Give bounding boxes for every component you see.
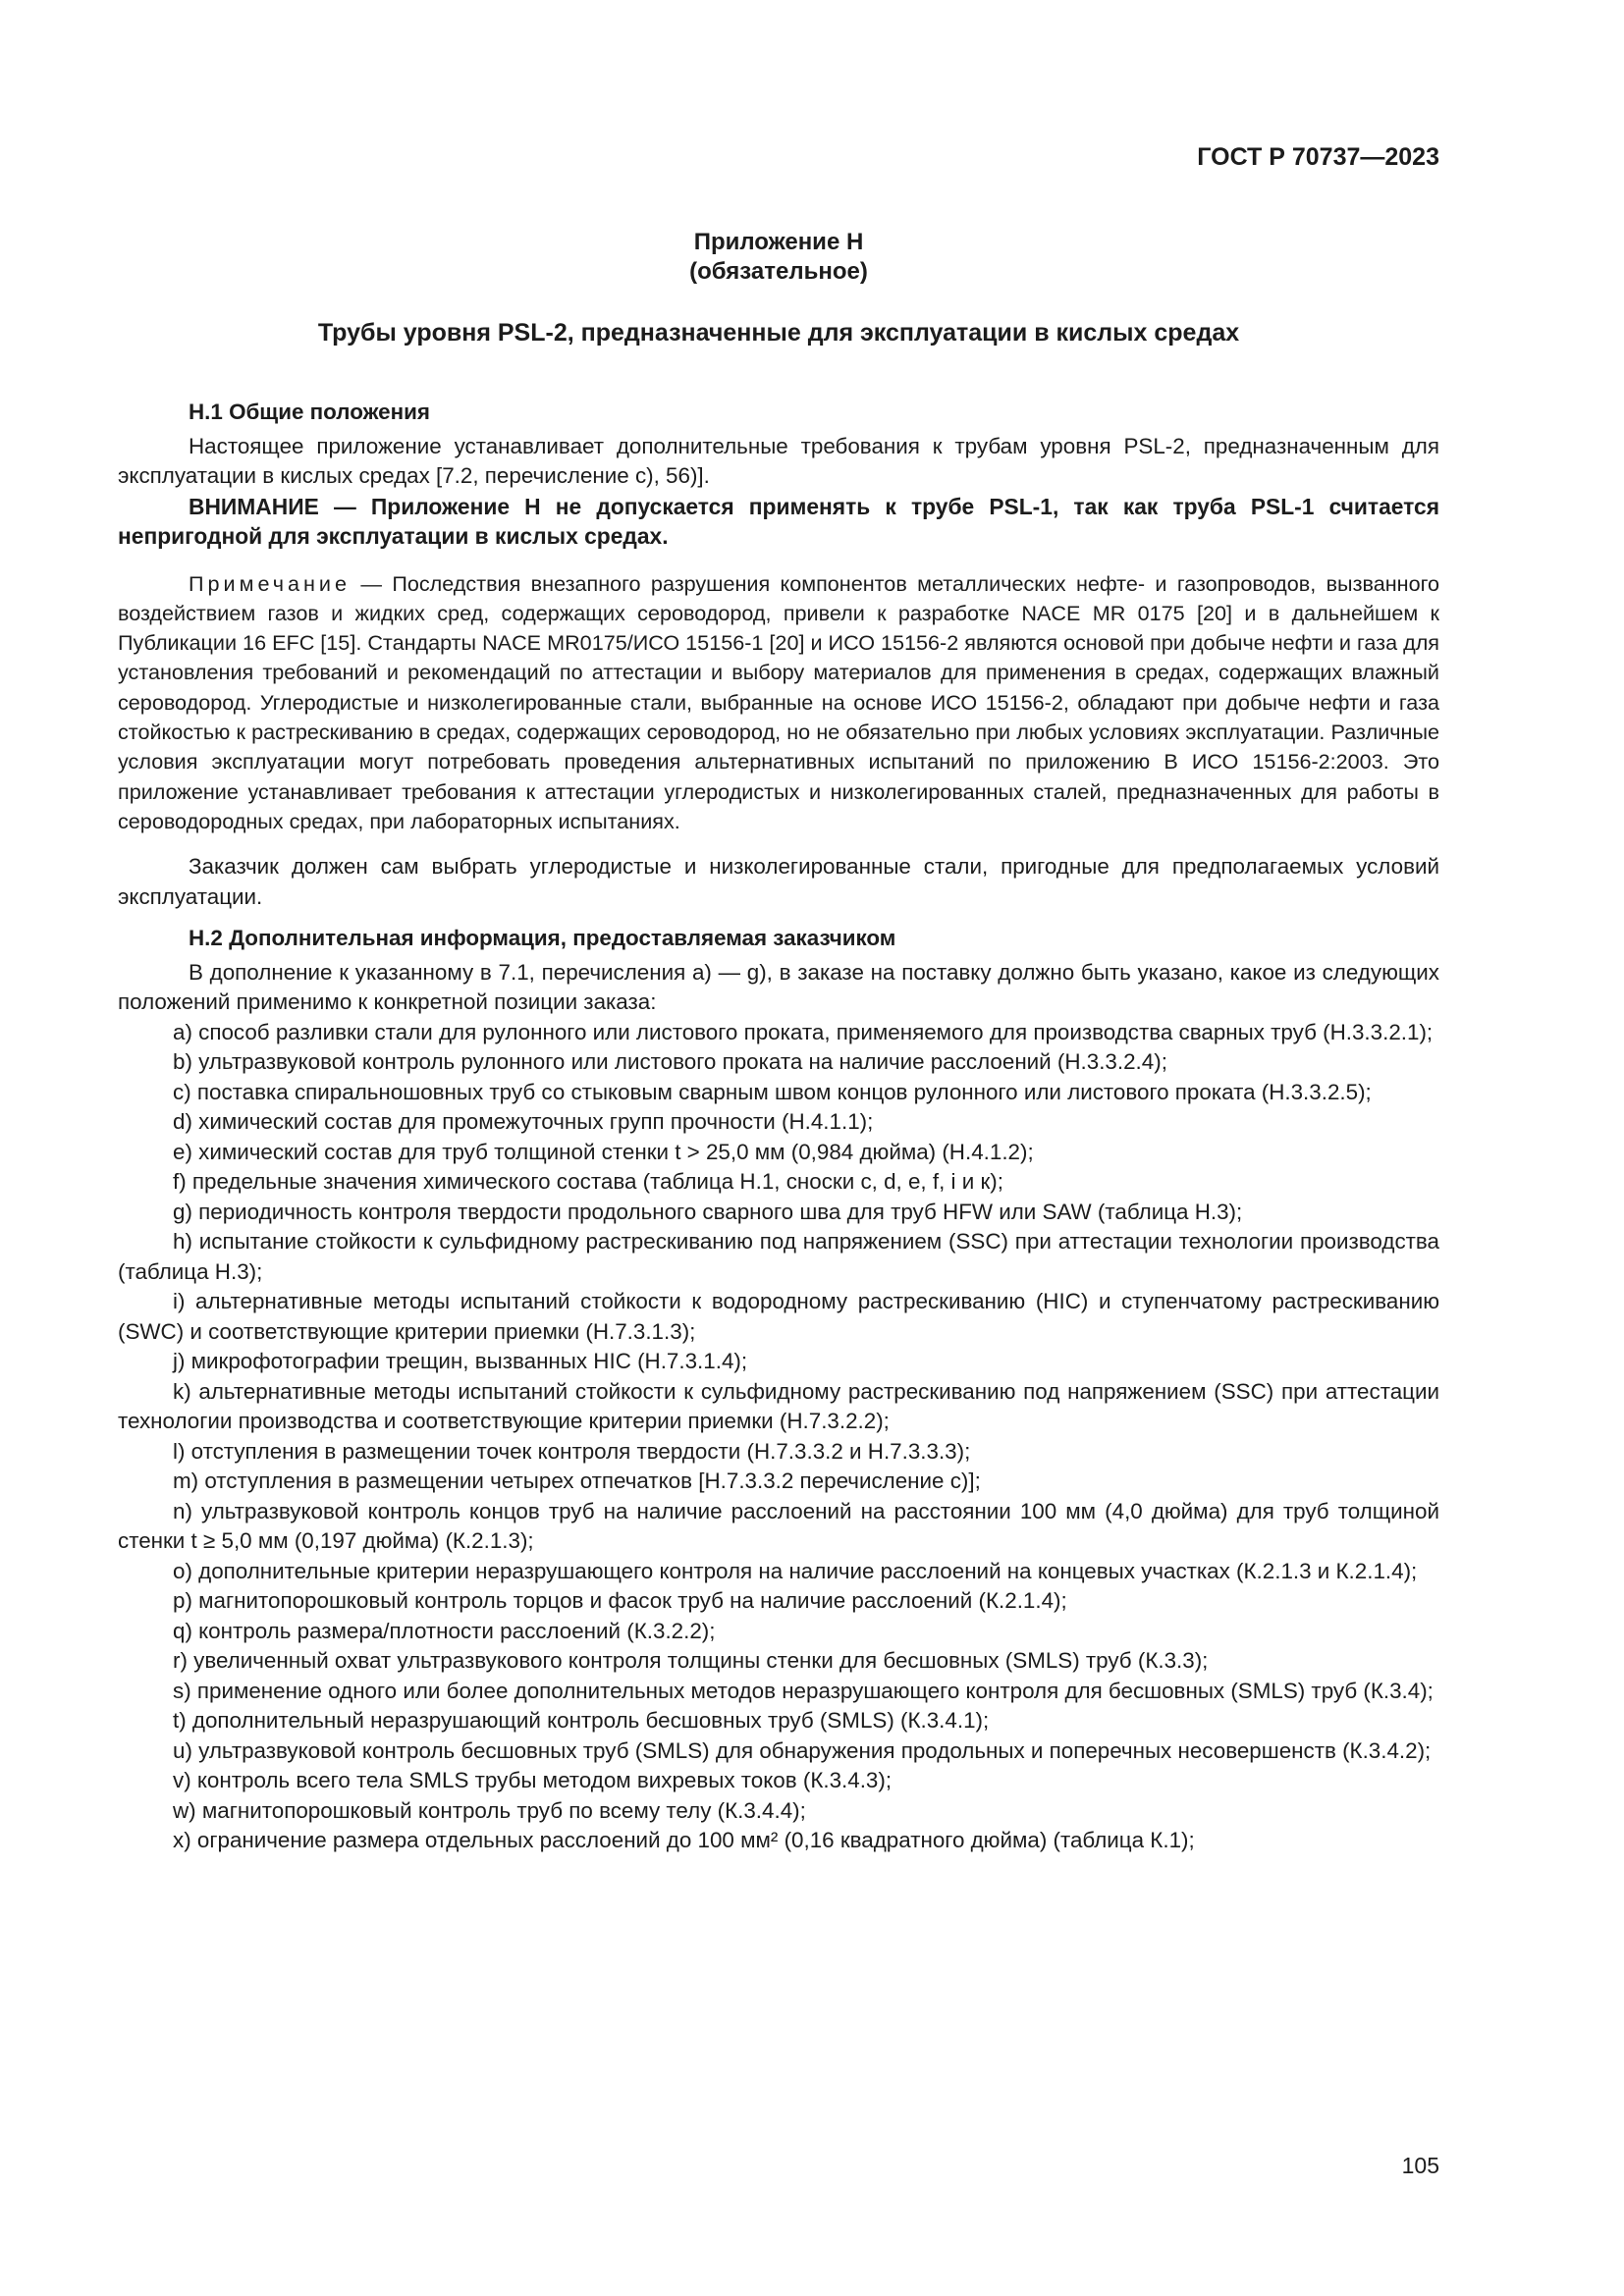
paragraph: В дополнение к указанному в 7.1, перечисления a) — g), в заказе на поставку должно быть указано, какое из следующих положений применимо к конкретной позиции заказа: [118,959,1439,1015]
list-item: g) периодичность контроля твердости продольного сварного шва для труб HFW или SAW (таблица Н.3); [173,1199,1243,1224]
list-item: s) применение одного или более дополнительных методов неразрушающего контроля для бесшовных (SMLS) труб (К.3.4); [173,1678,1434,1703]
document-page [118,0,1439,2296]
list-item: l) отступления в размещении точек контроля твердости (Н.7.3.3.2 и Н.7.3.3.3); [173,1438,971,1464]
note-text: — Последствия внезапного разрушения компонентов металлических нефте- и газопроводов, вызванного воздействием газов и жидких сред, содержащих сероводород, привели к разработке NACE MR 0175 [20] и в дальнейшем к Публикации 16 EFC [15]. Стандарты NACE MR0175/ИСО 15156-1 [20] и ИСО 15156-2 являются основой при добыче нефти и газа для установления требований и рекомендаций по аттестации и выбору материалов для применения в средах, содержащих влажный сероводород. Углеродистые и низколегированные стали, выбранные на основе ИСО 15156-2, обладают при добыче нефти и газа стойкостью к растрескиванию в средах, содержащих сероводород, но не обязательно при любых условиях эксплуатации. Различные условия эксплуатации могут потребовать проведения альтернативных испытаний по приложению В ИСО 15156-2:2003. Это приложение устанавливает требования к аттестации углеродистых и низколегированных сталей, предназначенных для работы в сероводородных средах, при лабораторных испытаниях. [118,570,1439,833]
page-number: 105 [1401,2153,1439,2178]
list-item: v) контроль всего тела SMLS трубы методом вихревых токов (К.3.4.3); [173,1768,893,1793]
list-item: c) поставка спиральношовных труб со стыковым сварным швом концов рулонного или листового проката (Н.3.3.2.5); [173,1079,1372,1104]
list-item: a) способ разливки стали для рулонного или листового проката, применяемого для производства сварных труб (Н.3.3.2.1); [173,1019,1434,1044]
list-item: f) предельные значения химического состава (таблица Н.1, сноски c, d, e, f, i и к); [173,1169,1003,1195]
list-item: b) ультразвуковой контроль рулонного или листового проката на наличие расслоений (Н.3.3.2.4); [173,1049,1167,1075]
list-item: o) дополнительные критерии неразрушающего контроля на наличие расслоений на концевых участках (К.2.1.3 и К.2.1.4); [173,1558,1418,1583]
list-item: j) микрофотографии трещин, вызванных HIC (Н.7.3.1.4); [173,1349,748,1374]
appendix-heading [118,228,1439,287]
section-heading-h1: Н.1 Общие положения [189,400,430,424]
list-item: i) альтернативные методы испытаний стойкости к водородному растрескиванию (HIC) и ступенчатому растрескиванию (SWC) и соответствующие критерии приемки (Н.7.3.1.3); [118,1289,1439,1344]
list-item: d) химический состав для промежуточных групп прочности (Н.4.1.1); [173,1109,874,1135]
list-item: e) химический состав для труб толщиной стенки t > 25,0 мм (0,984 дюйма) (Н.4.1.2); [173,1139,1034,1164]
appendix-label: Приложение Н [693,229,864,255]
note-label: Примечание [189,570,351,596]
list-item: n) ультразвуковой контроль концов труб на наличие расслоений на расстоянии 100 мм (4,0 дюйма) для труб толщиной стенки t ≥ 5,0 мм (0,197 дюйма) (К.2.1.3); [118,1498,1439,1554]
document-body [118,398,1439,1856]
paragraph: Заказчик должен сам выбрать углеродистые и низколегированные стали, пригодные для предполагаемых условий эксплуатации. [118,854,1439,909]
list-item: m) отступления в размещении четырех отпечатков [Н.7.3.3.2 перечисление c)]; [173,1468,981,1494]
list-item: t) дополнительный неразрушающий контроль бесшовных труб (SMLS) (К.3.4.1); [173,1708,990,1734]
list-item: k) альтернативные методы испытаний стойкости к сульфидному растрескиванию под напряжением (SSC) при аттестации технологии производства и соответствующие критерии приемки (Н.7.3.2.2); [118,1378,1439,1434]
paragraph: Настоящее приложение устанавливает дополнительные требования к трубам уровня PSL-2, предназначенным для эксплуатации в кислых средах [7.2, перечисление с), 56)]. [118,433,1439,488]
list-item: h) испытание стойкости к сульфидному растрескиванию под напряжением (SSC) при аттестации технологии производства (таблица Н.3); [118,1229,1439,1284]
list-item: x) ограничение размера отдельных расслоений до 100 мм² (0,16 квадратного дюйма) (таблица К.1); [173,1828,1195,1853]
note-paragraph [118,569,1439,837]
warning-paragraph: ВНИМАНИЕ — Приложение Н не допускается применять к трубе PSL-1, так как труба PSL-1 считается непригодной для эксплуатации в кислых средах. [118,493,1439,549]
list-item: q) контроль размера/плотности расслоений (К.3.2.2); [173,1618,716,1643]
requirements-list [118,1018,1439,1856]
list-item: p) магнитопорошковый контроль торцов и фасок труб на наличие расслоений (К.2.1.4); [173,1588,1067,1614]
appendix-status: (обязательное) [689,258,868,285]
list-item: w) магнитопорошковый контроль труб по всему телу (К.3.4.4); [173,1797,806,1823]
list-item: u) ультразвуковой контроль бесшовных труб (SMLS) для обнаружения продольных и поперечных несовершенств (К.3.4.2); [173,1737,1432,1763]
section-heading-h2: Н.2 Дополнительная информация, предоставляемая заказчиком [189,926,896,951]
appendix-title: Трубы уровня PSL-2, предназначенные для эксплуатации в кислых средах [317,319,1240,347]
list-item: r) увеличенный охват ультразвукового контроля толщины стенки для бесшовных (SMLS) труб (К.3.3); [173,1648,1209,1674]
document-id: ГОСТ Р 70737—2023 [1197,143,1439,171]
